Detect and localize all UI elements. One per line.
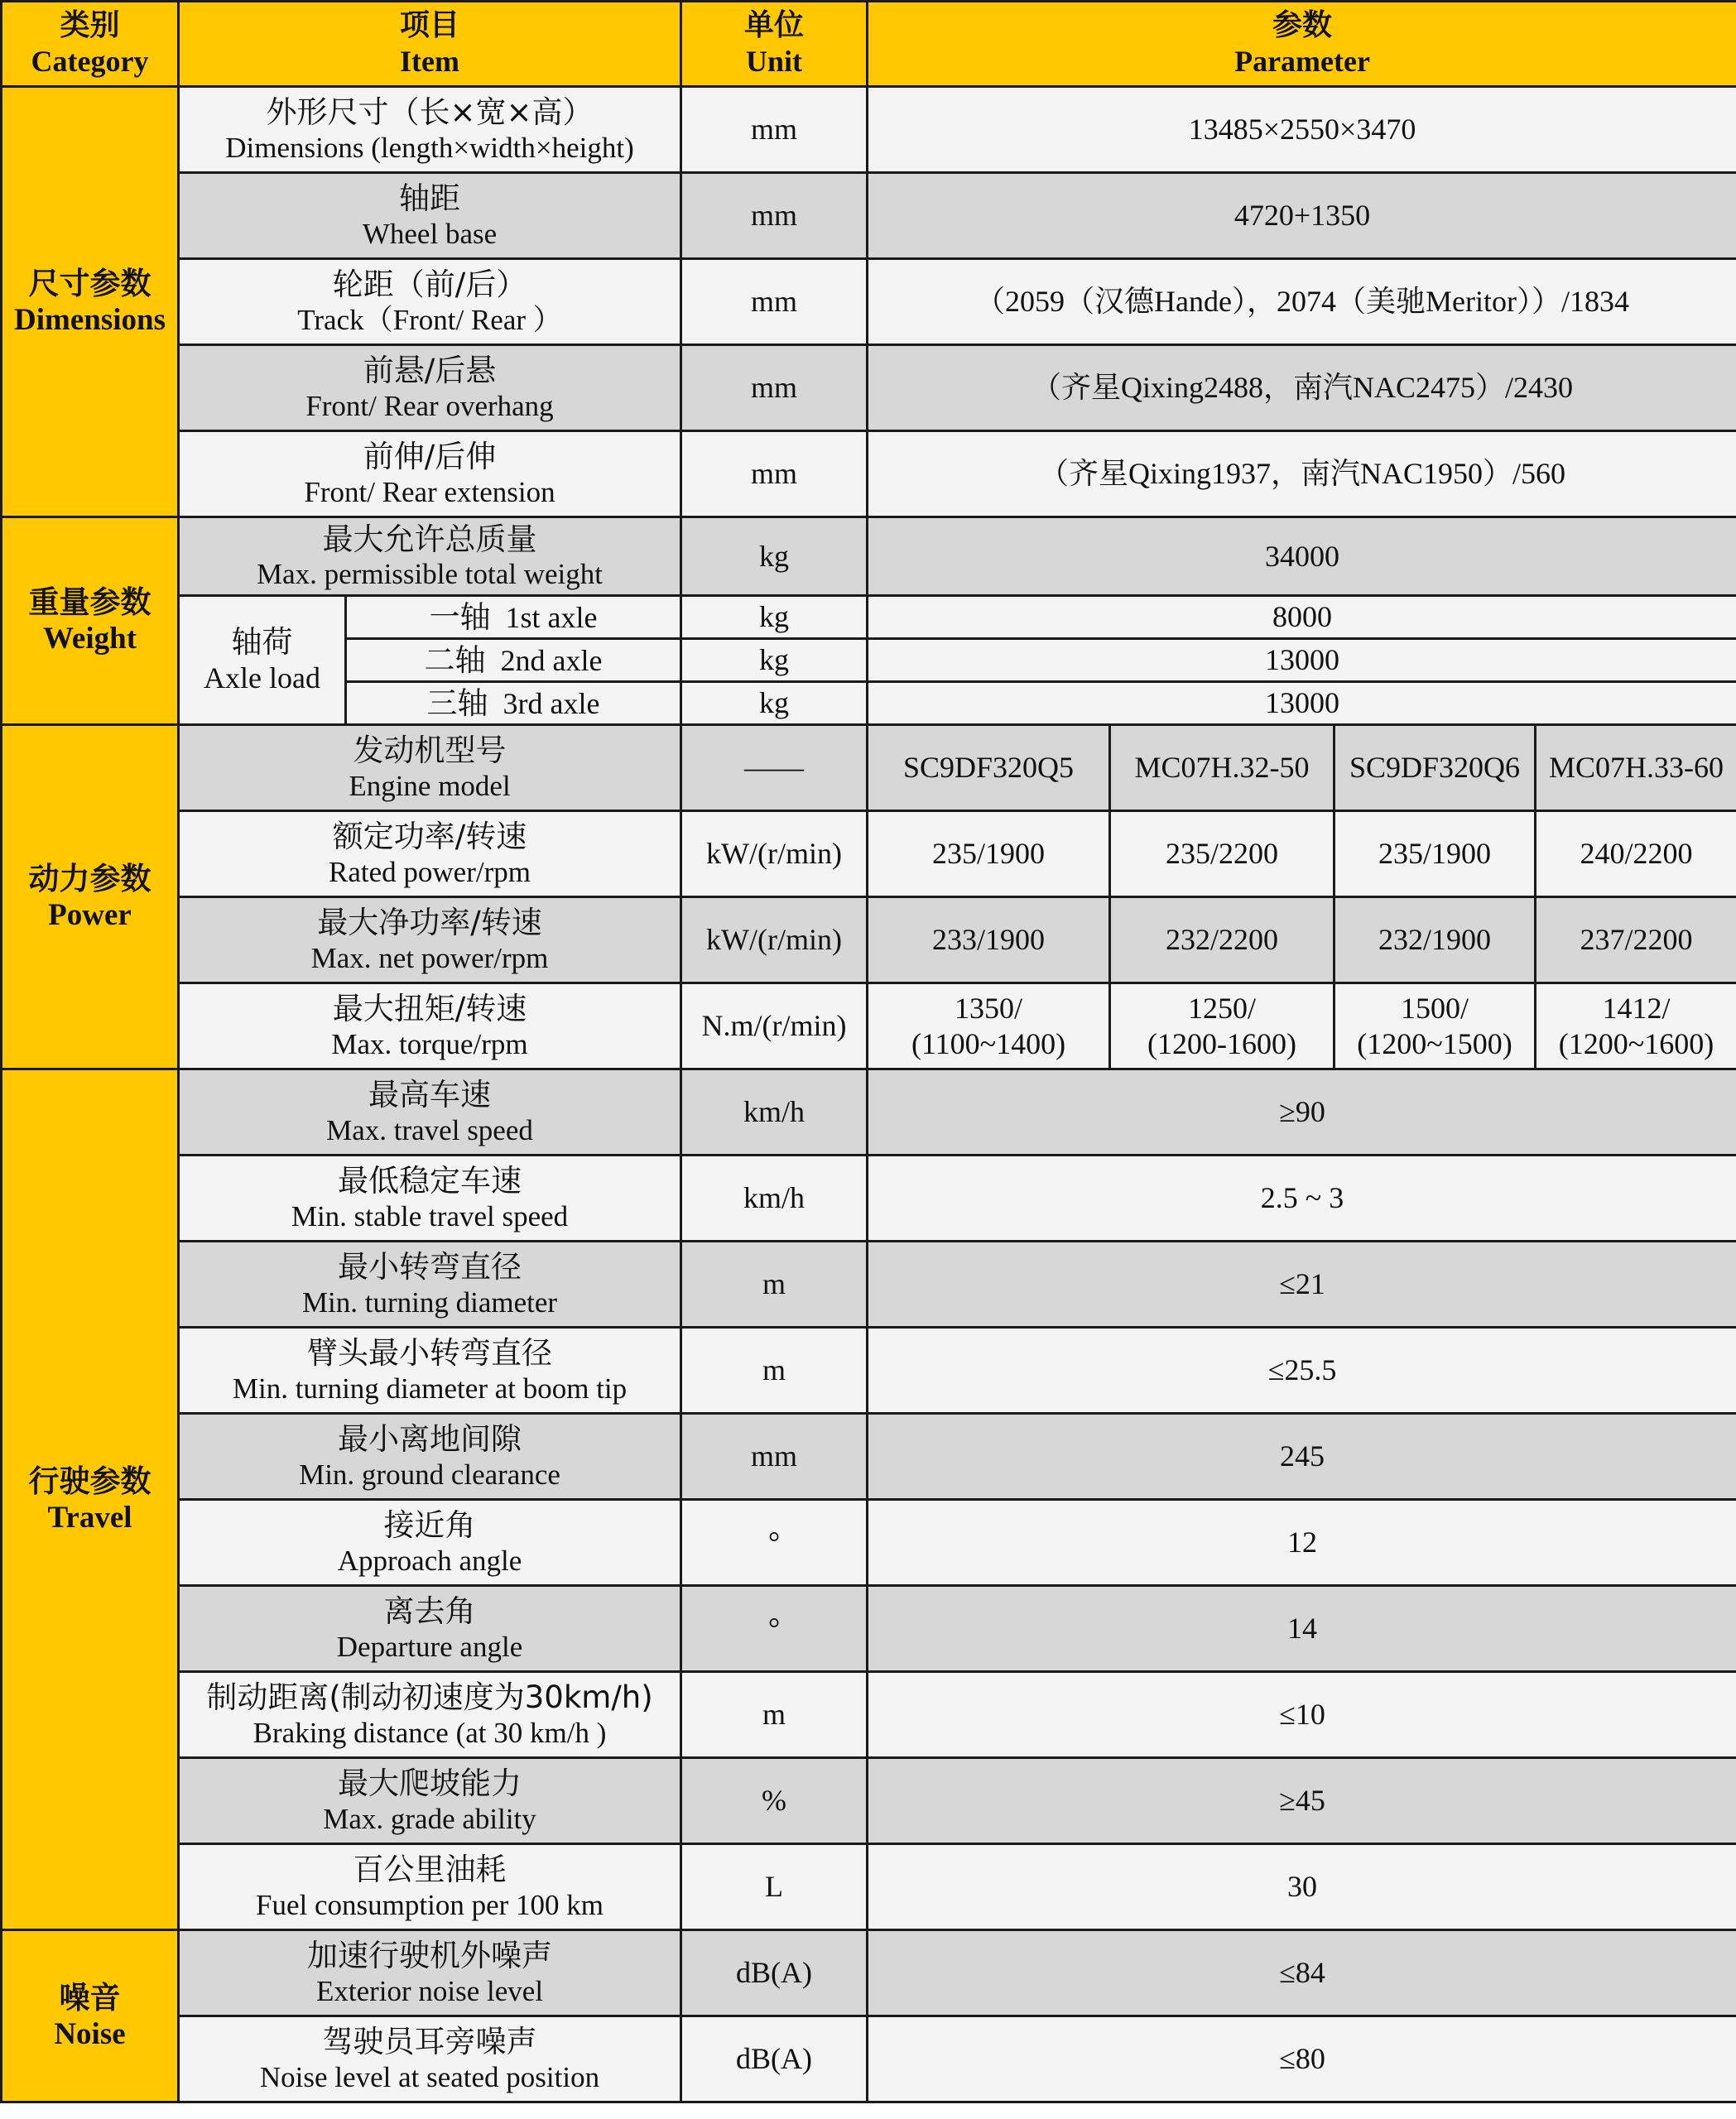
item-cell: 最大爬坡能力 Max. grade ability bbox=[179, 1758, 681, 1844]
table-row bbox=[2, 259, 1736, 345]
table-row bbox=[2, 1414, 1736, 1500]
value-cell: （齐星Qixing2488，南汽NAC2475）/2430 bbox=[868, 345, 1736, 431]
axle-name-cell: 三轴 3rd axle bbox=[346, 682, 681, 725]
value-cell: ≥45 bbox=[868, 1758, 1736, 1844]
value-cell: 34000 bbox=[868, 517, 1736, 596]
value-cell: 237/2200 bbox=[1536, 897, 1736, 983]
value-cell: 8000 bbox=[868, 596, 1736, 639]
header-row bbox=[2, 2, 1736, 87]
value-cell: 1412/ (1200~1600) bbox=[1536, 983, 1736, 1069]
value-cell: 1350/ (1100~1400) bbox=[868, 983, 1110, 1069]
unit-cell: kW/(r/min) bbox=[681, 897, 868, 983]
unit-cell: dB(A) bbox=[681, 1930, 868, 2016]
item-cell: 加速行驶机外噪声 Exterior noise level bbox=[179, 1930, 681, 2016]
table-row bbox=[2, 983, 1736, 1069]
value-cell: 13000 bbox=[868, 639, 1736, 682]
axle-load-label: 轴荷 Axle load bbox=[179, 596, 346, 725]
table-row bbox=[2, 431, 1736, 517]
axle-name-cell: 二轴 2nd axle bbox=[346, 639, 681, 682]
unit-cell: mm bbox=[681, 1414, 868, 1500]
category-power: 动力参数 Power bbox=[2, 725, 179, 1069]
unit-cell: mm bbox=[681, 259, 868, 345]
header-category: 类别 Category bbox=[2, 2, 179, 87]
table-row bbox=[2, 1242, 1736, 1328]
table-row bbox=[2, 1069, 1736, 1156]
item-cell: 接近角 Approach angle bbox=[179, 1500, 681, 1586]
unit-cell: dB(A) bbox=[681, 2016, 868, 2102]
axle-name-cell: 一轴 1st axle bbox=[346, 596, 681, 639]
value-cell: 245 bbox=[868, 1414, 1736, 1500]
category-travel: 行驶参数 Travel bbox=[2, 1069, 179, 1930]
item-cell: 驾驶员耳旁噪声 Noise level at seated position bbox=[179, 2016, 681, 2102]
value-cell: 14 bbox=[868, 1586, 1736, 1672]
item-cell: 臂头最小转弯直径 Min. turning diameter at boom tip bbox=[179, 1328, 681, 1414]
value-cell: 13485×2550×3470 bbox=[868, 87, 1736, 173]
unit-cell: mm bbox=[681, 431, 868, 517]
unit-cell: km/h bbox=[681, 1069, 868, 1156]
item-cell: 最高车速 Max. travel speed bbox=[179, 1069, 681, 1156]
unit-cell: km/h bbox=[681, 1156, 868, 1242]
unit-cell: % bbox=[681, 1758, 868, 1844]
table-row bbox=[2, 1758, 1736, 1844]
item-cell: 额定功率/转速 Rated power/rpm bbox=[179, 811, 681, 897]
table-row bbox=[2, 1844, 1736, 1930]
engine-model-cell: MC07H.33-60 bbox=[1536, 725, 1736, 811]
value-cell: ≥90 bbox=[868, 1069, 1736, 1156]
unit-cell: ° bbox=[681, 1586, 868, 1672]
unit-cell: L bbox=[681, 1844, 868, 1930]
value-cell: ≤21 bbox=[868, 1242, 1736, 1328]
item-cell: 百公里油耗 Fuel consumption per 100 km bbox=[179, 1844, 681, 1930]
header-item: 项目 Item bbox=[179, 2, 681, 87]
engine-model-cell: SC9DF320Q6 bbox=[1334, 725, 1536, 811]
table-row bbox=[2, 1328, 1736, 1414]
value-cell: 2.5 ~ 3 bbox=[868, 1156, 1736, 1242]
item-cell: 轴距 Wheel base bbox=[179, 173, 681, 259]
table-row bbox=[2, 2016, 1736, 2102]
table-row bbox=[2, 173, 1736, 259]
header-unit: 单位 Unit bbox=[681, 2, 868, 87]
unit-cell: m bbox=[681, 1672, 868, 1758]
value-cell: ≤84 bbox=[868, 1930, 1736, 2016]
value-cell: 13000 bbox=[868, 682, 1736, 725]
unit-cell: m bbox=[681, 1242, 868, 1328]
table-row bbox=[2, 596, 1736, 639]
table-row bbox=[2, 87, 1736, 173]
value-cell: 12 bbox=[868, 1500, 1736, 1586]
item-cell: 最小离地间隙 Min. ground clearance bbox=[179, 1414, 681, 1500]
value-cell: 240/2200 bbox=[1536, 811, 1736, 897]
category-noise: 噪音 Noise bbox=[2, 1930, 179, 2102]
unit-cell: N.m/(r/min) bbox=[681, 983, 868, 1069]
value-cell: 235/1900 bbox=[868, 811, 1110, 897]
item-cell: 制动距离(制动初速度为30km/h) Braking distance (at 30 km/h ) bbox=[179, 1672, 681, 1758]
value-cell: ≤80 bbox=[868, 2016, 1736, 2102]
table-row bbox=[2, 1586, 1736, 1672]
unit-cell: mm bbox=[681, 345, 868, 431]
header-parameter: 参数 Parameter bbox=[868, 2, 1736, 87]
value-cell: 235/2200 bbox=[1110, 811, 1334, 897]
item-cell: 最低稳定车速 Min. stable travel speed bbox=[179, 1156, 681, 1242]
unit-cell: mm bbox=[681, 87, 868, 173]
item-cell: 最大允许总质量 Max. permissible total weight bbox=[179, 517, 681, 596]
table-row bbox=[2, 1930, 1736, 2016]
table-row bbox=[2, 811, 1736, 897]
item-cell: 发动机型号 Engine model bbox=[179, 725, 681, 811]
unit-cell: ° bbox=[681, 1500, 868, 1586]
engine-model-cell: SC9DF320Q5 bbox=[868, 725, 1110, 811]
table-row bbox=[2, 897, 1736, 983]
value-cell: ≤25.5 bbox=[868, 1328, 1736, 1414]
value-cell: 235/1900 bbox=[1334, 811, 1536, 897]
item-cell: 最大扭矩/转速 Max. torque/rpm bbox=[179, 983, 681, 1069]
item-cell: 最大净功率/转速 Max. net power/rpm bbox=[179, 897, 681, 983]
item-cell: 前悬/后悬 Front/ Rear overhang bbox=[179, 345, 681, 431]
value-cell: （齐星Qixing1937，南汽NAC1950）/560 bbox=[868, 431, 1736, 517]
category-dimensions: 尺寸参数 Dimensions bbox=[2, 87, 179, 517]
value-cell: ≤10 bbox=[868, 1672, 1736, 1758]
unit-cell: kg bbox=[681, 682, 868, 725]
item-cell: 离去角 Departure angle bbox=[179, 1586, 681, 1672]
engine-model-cell: MC07H.32-50 bbox=[1110, 725, 1334, 811]
item-cell: 轮距（前/后） Track（Front/ Rear ） bbox=[179, 259, 681, 345]
unit-cell: mm bbox=[681, 173, 868, 259]
table-row bbox=[2, 1672, 1736, 1758]
value-cell: 4720+1350 bbox=[868, 173, 1736, 259]
unit-cell: m bbox=[681, 1328, 868, 1414]
table-row bbox=[2, 345, 1736, 431]
item-cell: 外形尺寸（长×宽×高） Dimensions (length×width×height) bbox=[179, 87, 681, 173]
value-cell: 232/1900 bbox=[1334, 897, 1536, 983]
value-cell: （2059（汉德Hande），2074（美驰Meritor））/1834 bbox=[868, 259, 1736, 345]
value-cell: 30 bbox=[868, 1844, 1736, 1930]
item-cell: 最小转弯直径 Min. turning diameter bbox=[179, 1242, 681, 1328]
unit-cell: kg bbox=[681, 517, 868, 596]
value-cell: 233/1900 bbox=[868, 897, 1110, 983]
unit-cell: kg bbox=[681, 596, 868, 639]
table-row bbox=[2, 517, 1736, 596]
item-cell: 前伸/后伸 Front/ Rear extension bbox=[179, 431, 681, 517]
value-cell: 232/2200 bbox=[1110, 897, 1334, 983]
value-cell: 1500/ (1200~1500) bbox=[1334, 983, 1536, 1069]
table-row bbox=[2, 725, 1736, 811]
table-row bbox=[2, 1500, 1736, 1586]
unit-cell: kW/(r/min) bbox=[681, 811, 868, 897]
unit-cell: —— bbox=[681, 725, 868, 811]
category-weight: 重量参数 Weight bbox=[2, 517, 179, 725]
table-row bbox=[2, 1156, 1736, 1242]
value-cell: 1250/ (1200-1600) bbox=[1110, 983, 1334, 1069]
unit-cell: kg bbox=[681, 639, 868, 682]
